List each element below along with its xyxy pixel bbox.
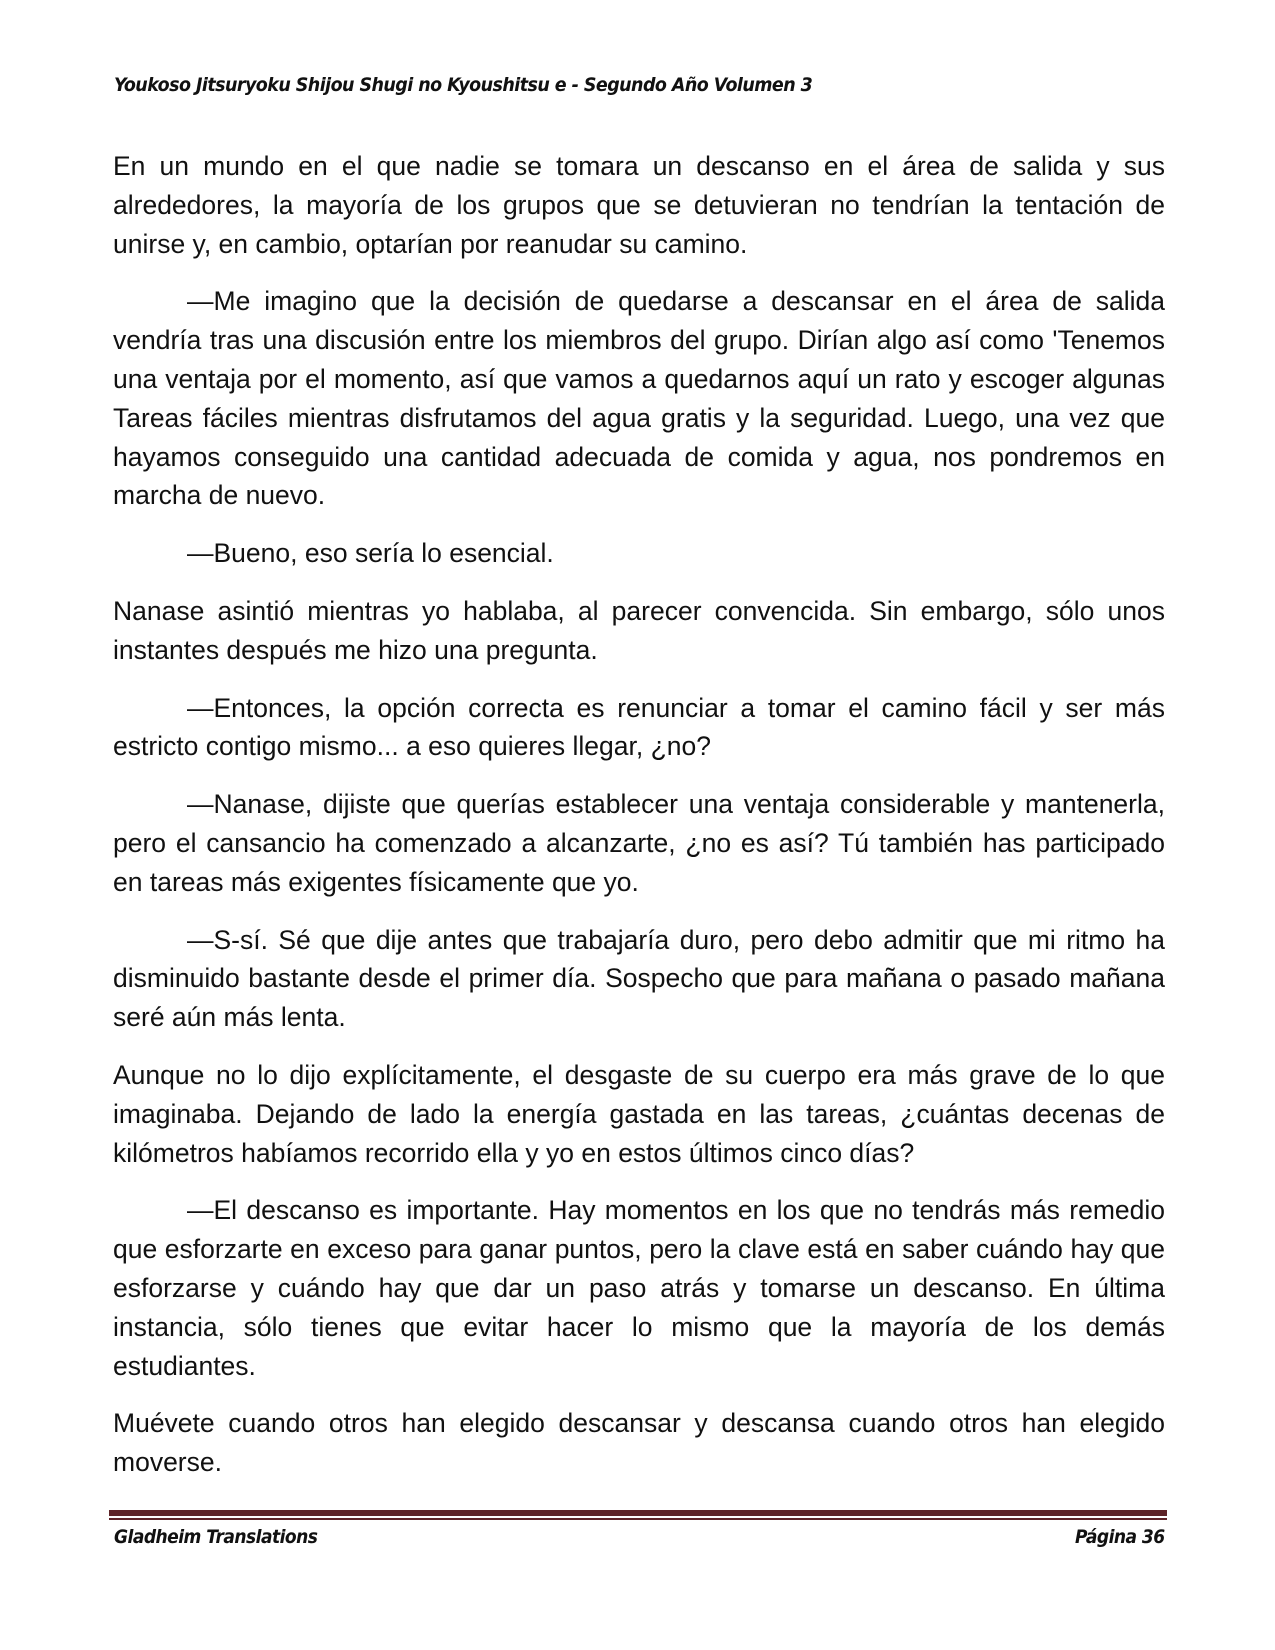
paragraph: Muévete cuando otros han elegido descansar y descansa cuando otros han elegido moverse. [113,1408,1165,1478]
paragraph: —Bueno, eso sería lo esencial. [187,538,554,569]
paragraph: Aunque no lo dijo explícitamente, el desgaste de su cuerpo era más grave de lo que imaginaba. Dejando de lado la energía gastada en las tareas, ¿cuántas decenas de kilómetros habíamos recorrido ella y yo en estos últimos cinco días? [113,1059,1165,1168]
paragraph: Nanase asintió mientras yo hablaba, al parecer convencida. Sin embargo, sólo unos instantes después me hizo una pregunta. [113,595,1165,665]
paragraph: En un mundo en el que nadie se tomara un descanso en el área de salida y sus alrededores, la mayoría de los grupos que se detuvieran no tendrían la tentación de unirse y, en cambio, optarían por reanudar su camino. [113,151,1165,259]
footer-divider [109,1510,1167,1516]
footer-divider-thin [109,1518,1167,1520]
body-text [113,147,1165,1501]
paragraph: —S-sí. Sé que dije antes que trabajaría duro, pero debo admitir que mi ritmo ha disminuido bastante desde el primer día. Sospecho que para mañana o pasado mañana seré aún más lenta. [113,924,1165,1033]
paragraph: —Entonces, la opción correcta es renunciar a tomar el camino fácil y ser más estricto contigo mismo... a eso quieres llegar, ¿no? [113,692,1165,762]
footer-credit: Gladheim Translations [114,1526,318,1548]
running-header: Youkoso Jitsuryoku Shijou Shugi no Kyoushitsu e - Segundo Año Volumen 3 [114,74,813,96]
paragraph: —Nanase, dijiste que querías establecer una ventaja considerable y mantenerla, pero el cansancio ha comenzado a alcanzarte, ¿no es así? Tú también has participado en tareas más exigentes físicamente que yo. [113,789,1165,897]
paragraph: —El descanso es importante. Hay momentos en los que no tendrás más remedio que esforzarte en exceso para ganar puntos, pero la clave está en saber cuándo hay que esforzarse y cuándo hay que dar un paso atrás y tomarse un descanso. En última instancia, sólo tienes que evitar hacer lo mismo que la mayoría de los demás estudiantes. [113,1195,1165,1381]
page-number: Página 36 [1075,1526,1165,1548]
paragraph: —Me imagino que la decisión de quedarse a descansar en el área de salida vendría tras una discusión entre los miembros del grupo. Dirían algo así como 'Tenemos una ventaja por el momento, así que vamos a quedarnos aquí un rato y escoger algunas Tareas fáciles mientras disfrutamos del agua gratis y la seguridad. Luego, una vez que hayamos conseguido una cantidad adecuada de comida y agua, nos pondremos en marcha de nuevo. [113,286,1165,511]
